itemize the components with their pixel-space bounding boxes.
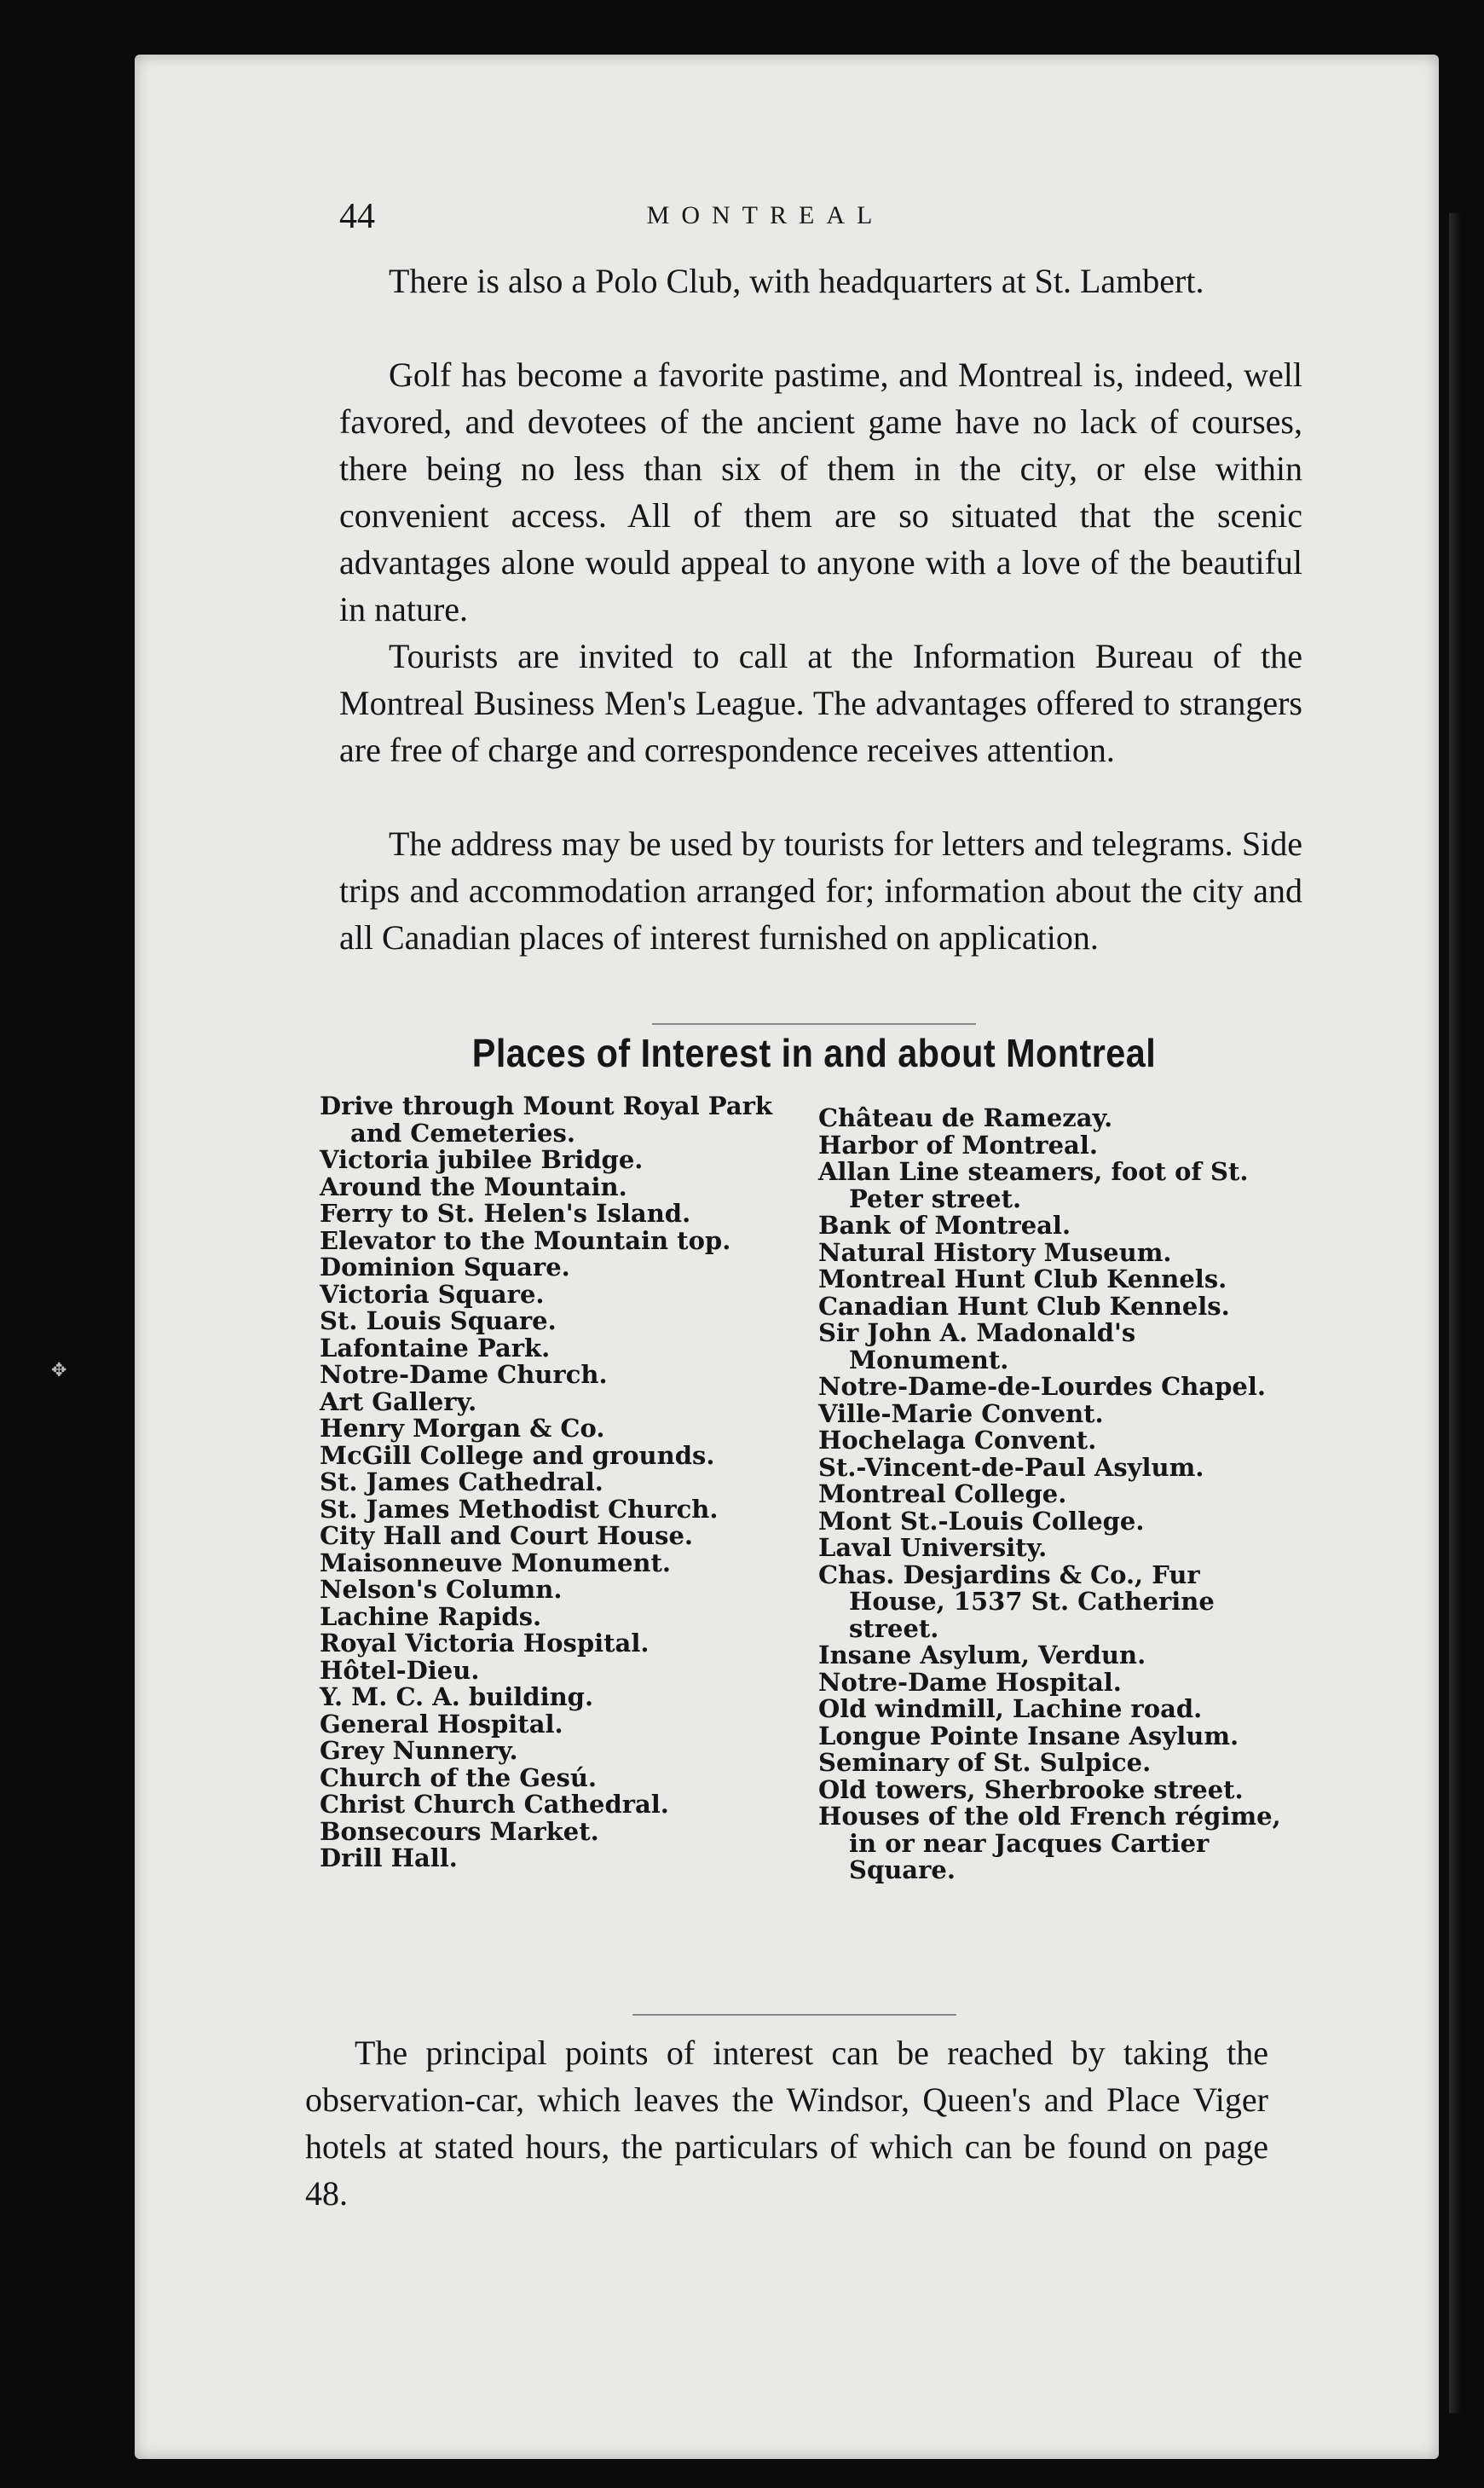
place-item: Dominion Square. (320, 1253, 570, 1282)
place-item: McGill College and grounds. (320, 1440, 715, 1470)
paragraph-information-bureau: Tourists are invited to call at the Information Bureau of the Montreal Business Men's League. The advantages offered to strangers are free of charge and correspondence receives attention. (339, 637, 1302, 769)
page-header (211, 196, 1319, 239)
place-item: Allan Line steamers, foot of St. Peter street. (818, 1157, 1249, 1213)
place-item: Houses of the old French régime, in or near Jacques Cartier Square. (818, 1802, 1281, 1884)
place-item: Harbor of Montreal. (818, 1130, 1098, 1160)
place-item: General Hospital. (320, 1709, 563, 1739)
page-edge-shadow (1449, 213, 1461, 2413)
paragraph-address: The address may be used by tourists for letters and telegrams. Side trips and accommodation arranged for; information about the city and all Canadian places of interest furnished on application. (339, 825, 1302, 957)
place-item: Victoria jubilee Bridge. (320, 1145, 644, 1174)
place-item: Montreal College. (818, 1479, 1067, 1508)
place-item: Laval University. (818, 1533, 1048, 1562)
place-item: Ferry to St. Helen's Island. (320, 1199, 691, 1228)
place-item: Royal Victoria Hospital. (320, 1629, 650, 1658)
place-item: St. Louis Square. (320, 1306, 557, 1335)
place-item: Bonsecours Market. (320, 1816, 599, 1846)
section-divider-bottom (632, 2014, 956, 2016)
places-list-left (320, 1093, 780, 1872)
paragraph-observation-car: The principal points of interest can be reached by taking the observation-car, which leaves the Windsor, Queen's and Place Viger hotels at stated hours, the particulars of which can be found on page 48. (305, 2034, 1268, 2213)
place-item: Christ Church Cathedral. (320, 1790, 669, 1819)
place-item: Mont St.-Louis College. (818, 1506, 1145, 1536)
place-item: Lafontaine Park. (320, 1333, 551, 1363)
place-item: Chas. Desjardins & Co., Fur House, 1537 St. Catherine street. (818, 1559, 1215, 1643)
place-item: Natural History Museum. (818, 1237, 1172, 1267)
place-item: Maisonneuve Monument. (320, 1548, 672, 1577)
place-item: Art Gallery. (320, 1386, 477, 1416)
place-item: Drill Hall. (320, 1843, 458, 1872)
place-item: Grey Nunnery. (320, 1736, 518, 1765)
place-item: Henry Morgan & Co. (320, 1414, 605, 1443)
place-item: Old towers, Sherbrooke street. (818, 1774, 1244, 1804)
margin-mark: ✥ (51, 1360, 67, 1381)
place-item: Insane Asylum, Verdun. (818, 1640, 1146, 1669)
place-item: Château de Ramezay. (818, 1103, 1113, 1132)
paragraph-polo-club: There is also a Polo Club, with headquarters at St. Lambert. (389, 262, 1204, 300)
place-item: Canadian Hunt Club Kennels. (818, 1291, 1230, 1321)
place-item: Church of the Gesú. (320, 1762, 598, 1792)
place-item: City Hall and Court House. (320, 1521, 693, 1550)
place-item: Ville-Marie Convent. (818, 1398, 1104, 1428)
place-item: Notre-Dame Church. (320, 1360, 608, 1389)
place-item: Bank of Montreal. (818, 1211, 1071, 1240)
place-item: Nelson's Column. (320, 1575, 563, 1604)
running-head: MONTREAL (646, 201, 885, 229)
places-section-title: Places of Interest in and about Montreal (471, 1031, 1157, 1075)
place-item: Notre-Dame Hospital. (818, 1667, 1122, 1697)
place-item: St.-Vincent-de-Paul Asylum. (818, 1452, 1204, 1482)
place-item: Drive through Mount Royal Park and Cemeteries. (320, 1091, 772, 1148)
place-item: Longue Pointe Insane Asylum. (818, 1721, 1239, 1750)
place-item: Sir John A. Madonald's Monument. (818, 1318, 1136, 1374)
place-item: Old windmill, Lachine road. (818, 1694, 1203, 1723)
place-item: Y. M. C. A. building. (320, 1682, 594, 1711)
place-item: Hôtel-Dieu. (320, 1655, 480, 1685)
place-item: Seminary of St. Sulpice. (818, 1748, 1152, 1777)
section-divider-top (652, 1023, 976, 1025)
place-item: St. James Cathedral. (320, 1467, 603, 1496)
place-item: Lachine Rapids. (320, 1601, 542, 1631)
page-number: 44 (339, 197, 375, 236)
place-item: St. James Methodist Church. (320, 1494, 719, 1524)
place-item: Montreal Hunt Club Kennels. (818, 1264, 1227, 1293)
paragraph-golf: Golf has become a favorite pastime, and Montreal is, indeed, well favored, and devotees of the ancient game have no lack of courses, there being no less than six of them in the city, or else within convenient access. All of them are so situated that the scenic advantages alone would appeal to anyone with a love of the beautiful in nature. (339, 356, 1302, 628)
places-list-right (818, 1105, 1296, 1884)
place-item: Hochelaga Convent. (818, 1426, 1097, 1455)
place-item: Around the Mountain. (320, 1172, 627, 1201)
place-item: Notre-Dame-de-Lourdes Chapel. (818, 1372, 1266, 1401)
place-item: Victoria Square. (320, 1279, 545, 1309)
place-item: Elevator to the Mountain top. (320, 1225, 731, 1255)
